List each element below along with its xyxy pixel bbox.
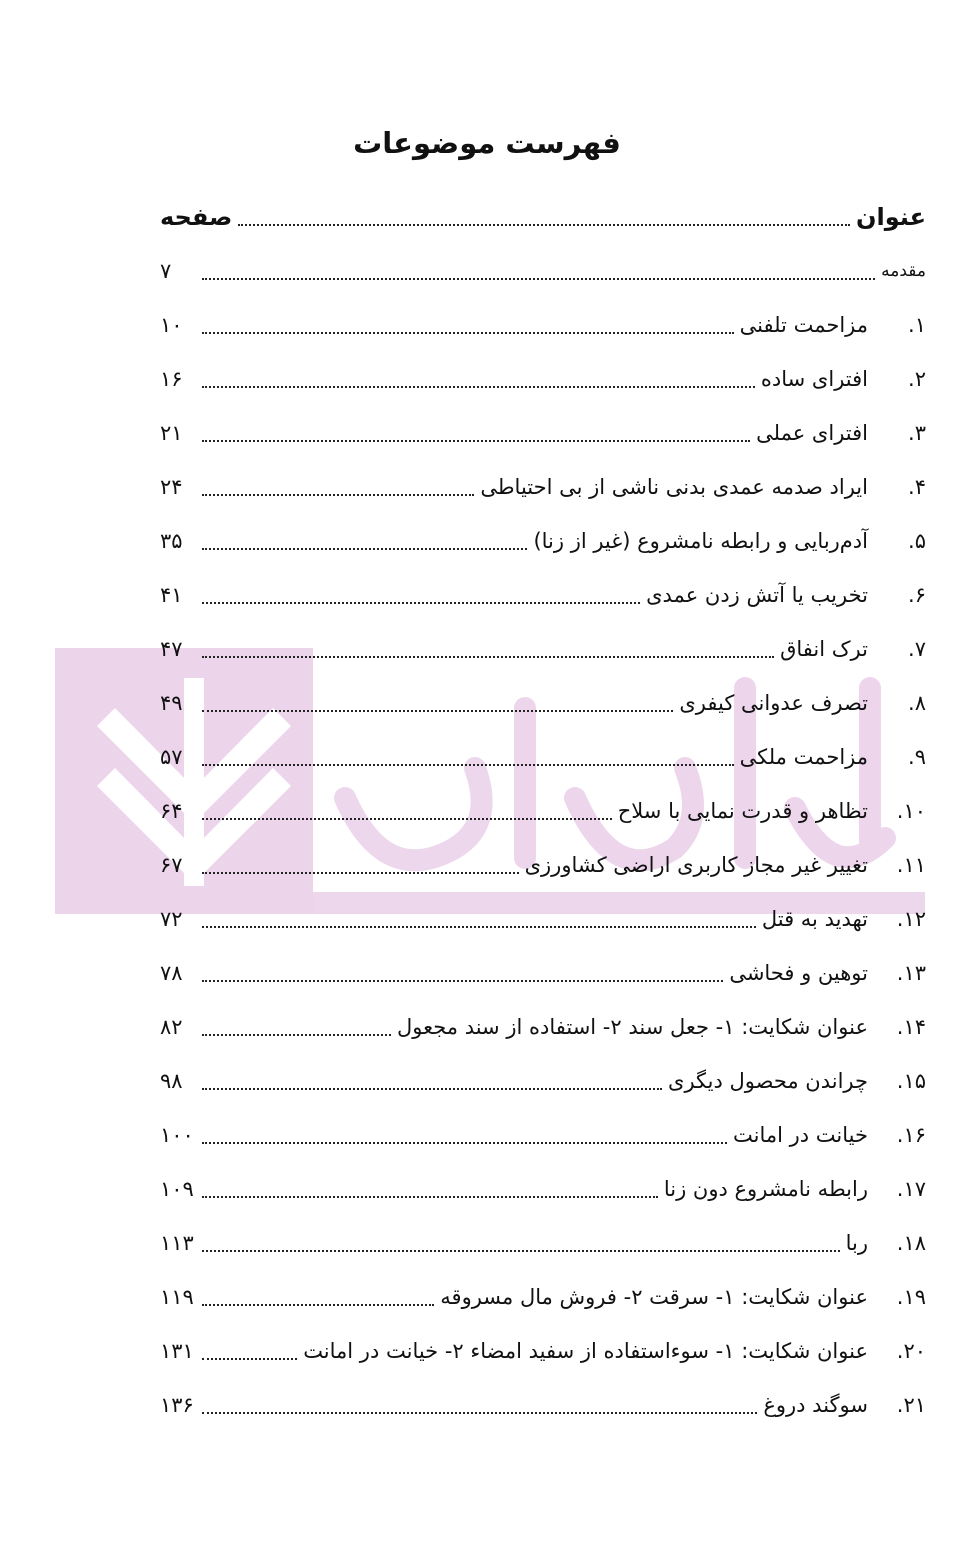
toc-entry-page: ۱۰۹ xyxy=(160,1177,194,1201)
toc-entry-title: تهدید به قتل xyxy=(761,907,868,931)
toc-header-leader-dots xyxy=(238,216,850,226)
toc-leader-dots xyxy=(202,1188,658,1198)
toc-entry-number: ۱۳. xyxy=(896,961,926,985)
toc-entry-number: ۶. xyxy=(908,583,926,607)
toc-row xyxy=(160,1162,926,1216)
toc-leader-dots xyxy=(202,1350,297,1360)
toc-leader-dots xyxy=(202,810,612,820)
toc-row xyxy=(160,838,926,892)
toc-leader-dots xyxy=(202,540,527,550)
toc-entry-number: ۱۷. xyxy=(896,1177,926,1201)
toc-entry-number: ۱. xyxy=(908,313,926,337)
toc-entry-page: ۱۱۳ xyxy=(160,1231,194,1255)
toc-row xyxy=(160,1054,926,1108)
toc-entry-page: ۸۲ xyxy=(160,1015,183,1039)
toc-entry-page: ۱۳۶ xyxy=(160,1393,194,1417)
toc-entry-title: ترک انفاق xyxy=(780,637,868,661)
toc-entry-page: ۱۶ xyxy=(160,367,183,391)
toc-entry-title: تخریب یا آتش زدن عمدی xyxy=(646,583,868,607)
toc-entry-number: ۱۸. xyxy=(896,1231,926,1255)
toc-header xyxy=(160,190,926,244)
toc-leader-dots xyxy=(202,378,755,388)
toc-entry-number: ۱۲. xyxy=(896,907,926,931)
toc-leader-dots xyxy=(202,1134,727,1144)
toc-leader-dots xyxy=(202,702,673,712)
toc-row xyxy=(160,568,926,622)
toc-entry-page: ۱۰۰ xyxy=(160,1123,194,1147)
toc-entry-number: ۱۰. xyxy=(896,799,926,823)
toc-leader-dots xyxy=(202,1080,662,1090)
toc-leader-dots xyxy=(202,864,519,874)
toc-entry-title: تغییر غیر مجاز کاربری اراضی کشاورزی xyxy=(524,853,868,877)
toc-row xyxy=(160,784,926,838)
toc-leader-dots xyxy=(202,324,734,334)
toc-entry-page: ۷ xyxy=(160,259,172,283)
toc-row xyxy=(160,406,926,460)
toc-entry-page: ۶۷ xyxy=(160,853,183,877)
toc-entry-page: ۷۸ xyxy=(160,961,183,985)
toc-entry-number: ۱۵. xyxy=(896,1069,926,1093)
toc-entry-page: ۲۴ xyxy=(160,475,183,499)
toc-row xyxy=(160,892,926,946)
toc-entry-number: ۴. xyxy=(908,475,926,499)
toc-entry-title: آدم‌ربایی و رابطه نامشروع (غیر از زنا) xyxy=(533,529,868,553)
toc-leader-dots xyxy=(202,918,756,928)
toc-entry-title: مزاحمت ملکی xyxy=(739,745,868,769)
toc-row xyxy=(160,1108,926,1162)
toc-entry-number: ۵. xyxy=(908,529,926,553)
toc-entry-number: ۲۱. xyxy=(896,1393,926,1417)
toc-row xyxy=(160,1000,926,1054)
toc-row xyxy=(160,946,926,1000)
toc-leader-dots xyxy=(202,1242,840,1252)
toc-entry-title: سوگند دروغ xyxy=(763,1393,868,1417)
toc-entry-title: مقدمه xyxy=(881,261,926,281)
toc-entry-title: ربا xyxy=(845,1231,868,1255)
toc-entry-title: عنوان شکایت: ۱- جعل سند ۲- استفاده از سند مجعول xyxy=(396,1015,868,1039)
toc-leader-dots xyxy=(202,1026,391,1036)
toc-leader-dots xyxy=(202,756,734,766)
toc-entry-page: ۷۲ xyxy=(160,907,183,931)
toc-entry-page: ۲۱ xyxy=(160,421,183,445)
toc-entry-page: ۱۰ xyxy=(160,313,183,337)
toc-row xyxy=(160,298,926,352)
toc-entry-page: ۴۹ xyxy=(160,691,183,715)
toc-entry-title: تظاهر و قدرت نمایی با سلاح xyxy=(617,799,868,823)
toc-entry-number: ۲. xyxy=(908,367,926,391)
toc-entry-page: ۴۱ xyxy=(160,583,183,607)
toc-row xyxy=(160,622,926,676)
toc-entry-title: خیانت در امانت xyxy=(733,1123,868,1147)
page-title: فهرست موضوعات xyxy=(353,126,621,160)
toc-entry-number: ۹. xyxy=(908,745,926,769)
toc-entry-title: چراندن محصول دیگری xyxy=(668,1069,868,1093)
toc-entry-page: ۱۱۹ xyxy=(160,1285,194,1309)
toc-entry-title: ایراد صدمه عمدی بدنی ناشی از بی احتیاطی xyxy=(480,475,868,499)
toc-entry-page: ۹۸ xyxy=(160,1069,183,1093)
toc-row xyxy=(160,1324,926,1378)
toc-leader-dots xyxy=(202,432,750,442)
toc-row xyxy=(160,352,926,406)
toc-header-page-label: صفحه xyxy=(160,203,233,231)
toc-entry-title: افترای عملی xyxy=(756,421,868,445)
toc-entry-number: ۳. xyxy=(908,421,926,445)
toc-leader-dots xyxy=(202,486,474,496)
toc-row xyxy=(160,1216,926,1270)
toc-entry-title: مزاحمت تلفنی xyxy=(739,313,868,337)
toc-entry-title: توهین و فحاشی xyxy=(729,961,868,985)
toc-entry-page: ۱۳۱ xyxy=(160,1339,194,1363)
toc-entry-title: رابطه نامشروع دون زنا xyxy=(663,1177,868,1201)
toc-leader-dots xyxy=(202,270,875,280)
toc-leader-dots xyxy=(202,648,774,658)
toc-leader-dots xyxy=(202,594,640,604)
toc-row-intro xyxy=(160,244,926,298)
toc-entry-title: افترای ساده xyxy=(760,367,868,391)
toc-row xyxy=(160,460,926,514)
toc-entry-number: ۱۶. xyxy=(896,1123,926,1147)
toc-entry-page: ۴۷ xyxy=(160,637,183,661)
toc-leader-dots xyxy=(202,1296,434,1306)
toc-entry-number: ۱۹. xyxy=(896,1285,926,1309)
toc-header-title-label: عنوان xyxy=(856,203,926,231)
toc-row xyxy=(160,730,926,784)
toc-row xyxy=(160,1378,926,1432)
toc-entry-number: ۱۱. xyxy=(896,853,926,877)
toc-entry-number: ۲۰. xyxy=(896,1339,926,1363)
toc-entry-page: ۵۷ xyxy=(160,745,183,769)
toc-entry-title: عنوان شکایت: ۱- سرقت ۲- فروش مال مسروقه xyxy=(440,1285,868,1309)
toc-entry-number: ۱۴. xyxy=(896,1015,926,1039)
toc-row xyxy=(160,514,926,568)
toc-row xyxy=(160,676,926,730)
toc-entry-number: ۷. xyxy=(908,637,926,661)
toc-entry-number: ۸. xyxy=(908,691,926,715)
toc-entry-page: ۳۵ xyxy=(160,529,183,553)
toc-entry-page: ۶۴ xyxy=(160,799,183,823)
toc-leader-dots xyxy=(202,1404,757,1414)
toc-entry-title: تصرف عدوانی کیفری xyxy=(679,691,868,715)
toc-leader-dots xyxy=(202,972,723,982)
toc-row xyxy=(160,1270,926,1324)
toc-entry-title: عنوان شکایت: ۱- سوءاستفاده از سفید امضاء ۲- خیانت در امانت xyxy=(303,1339,868,1363)
